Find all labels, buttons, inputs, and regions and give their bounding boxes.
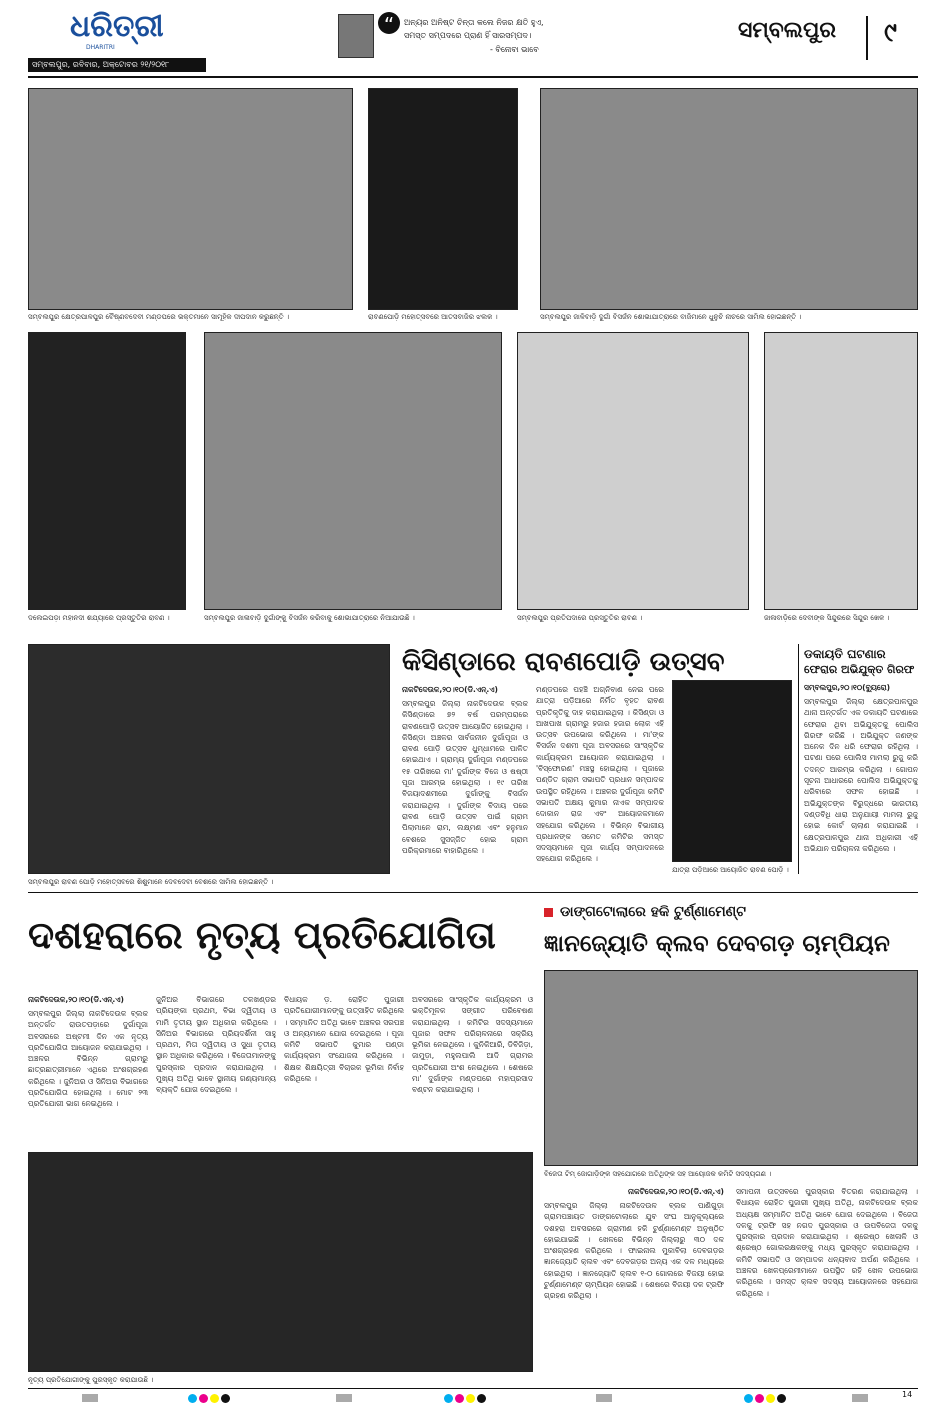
caption-10: ବିଜେତା ଟିମ୍ ଜୋଗାଡ଼ିଙ୍କ ସହଯୋଗରେ ଅତିଥିଙ୍କ ସହ ଆୟୋଜକ କମିଟି ସଦସ୍ୟଗଣ । [544,1170,772,1178]
story1-headline: କିସିଣ୍ଡାରେ ରାବଣପୋଡ଼ି ଉତ୍ସବ [402,647,725,677]
story2-dateline: ସମ୍ବଲପୁର,୨୦।୧୦(ବ୍ୟୁରୋ) [804,683,891,692]
story2-body: ସମ୍ବଲପୁର ଜିଲ୍ଲା କ୍ଷେତ୍ରପାଳପୁର ଥାନା ଅନ୍ତର୍ଗତ ଏକ ଡକାୟତି ଘଟଣାରେ ଫେରାର ଥିବା ଅଭିଯୁକ୍ତକୁ ପୋଲିସ ଗିରଫ କରିଛି । ଅଭିଯୁକ୍ତ ଜଣଙ୍କ ଅନେକ ଦିନ ଧରି ଫେରାର ରହିଥିଲା । ଘଟଣା ପରେ ପୋଲିସ ମାମଲା ରୁଜୁ କରି ତଦନ୍ତ ଆରମ୍ଭ କରିଥିଲା । ଗୋପନ ସୂଚନା ଆଧାରରେ ପୋଲିସ ଅଭିଯୁକ୍ତକୁ ଧରିବାରେ ସଫଳ ହୋଇଛି । ଅଭିଯୁକ୍ତଙ୍କ ବିରୁଦ୍ଧରେ ଭାରତୀୟ ଦଣ୍ଡବିଧି ଧାରା ଅନୁଯାୟୀ ମାମଲା ରୁଜୁ ହୋଇ କୋର୍ଟ ଚାଲାଣ କରାଯାଇଛି । କ୍ଷେତ୍ରପାଳପୁର ଥାନା ଅଧିକାରୀ ଏହି ଅଭିଯାନ ପରିଚାଳନା କରିଥିଲେ । [804,697,918,853]
caption-1: ସମ୍ବଲପୁର କ୍ଷେତ୍ରପାଳପୁର ବୈଷ୍ଣବଦେବୀ ମଣ୍ଡପରେ ଭକ୍ତମାନେ ସାମୂହିକ ଦୀପଦାନ କରୁଛନ୍ତି । [28,313,289,321]
section-rule-1 [28,892,918,893]
logo [70,10,170,54]
reg-magenta-3 [755,1394,764,1403]
story1-col1: ସମ୍ବଲପୁର ଜିଲ୍ଲା ନାକଟିଦେଉଳ ବ୍ଲକ କିସିଣ୍ଡାରେ ୭୨ ବର୍ଷ ପରମ୍ପରାରେ ରାବଣପୋଡ଼ି ଉତ୍ସବ ଆୟୋଜିତ ହୋଇଥିଲା । କିସିଣ୍ଡା ଅଞ୍ଚଳର ସାର୍ବଜନୀନ ଦୁର୍ଗାପୂଜା ଓ ରାବଣ ପୋଡ଼ି ଉତ୍ସବ ଧୁମ୍ଧାମରେ ପାଳିତ ହୋଇଥାଏ । ଗ୍ରାମ୍ୟ ଦୁର୍ଗାପୂଜା ମଣ୍ଡପରେ ୧୫ ତାରିଖରେ ମା' ଦୁର୍ଗାଙ୍କ ବିଜେ ଓ ଷଷ୍ଠୀ ପୂଜା ଆରମ୍ଭ ହୋଇଥିଲା । ୧୯ ତାରିଖ ବିଜୟାଦଶମୀରେ ଦୁର୍ଗାଙ୍କୁ ବିସର୍ଜନ କରାଯାଇଥିଲା । ଦୁର୍ଗାଙ୍କ ବିଦାୟ ପରେ ରାବଣ ପୋଡ଼ି ଉତ୍ସବ ପାଇଁ ଗ୍ରାମ ପିଲାମାନେ ରାମ, ଲକ୍ଷ୍ମଣ ଏବଂ ହନୁମାନ ବେଶରେ ସୁସଜ୍ଜିତ ହୋଇ ଗ୍ରାମ ପରିକ୍ରମାରେ ବାହାରିଥିଲେ । [402,699,528,855]
photo-devotees-lamps [28,88,353,310]
footer-rule [28,1388,918,1389]
story4-col1: ସମ୍ବଲପୁର ଜିଲ୍ଲା ନାକଟିଦେଉଳ ବ୍ଲକ ପାଣିଗୁଡ଼ା ଗ୍ରାମପଞ୍ଚାୟତ ଡାଙ୍ଗଟୋଲାରେ ଯୁବ ସଂଘ ଆନୁକୂଲ୍ୟରେ ଦଶହରା ଅବସରରେ ଗ୍ରାମୀଣ ହକି ଟୁର୍ଣ୍ଣାମେଣ୍ଟ ଅନୁଷ୍ଠିତ ହୋଇଯାଇଛି । ଖେଳରେ ବିଭିନ୍ନ ଜିଲ୍ଲାରୁ ୩୦ ଦଳ ଅଂଶଗ୍ରହଣ କରିଥିଲେ । ଫାଇନାଲ ମୁକାବିଲା ଦେବଗଡ଼ର ଜ୍ଞାନଜ୍ୟୋତି କ୍ଲବ ଏବଂ ଦେବଗଡ଼ର ଅନ୍ୟ ଏକ ଦଳ ମଧ୍ୟରେ ହୋଇଥିଲା । ଜ୍ଞାନଜ୍ୟୋତି କ୍ଲବ ୧-୦ ଗୋଲରେ ବିଜୟୀ ହୋଇ ଟୁର୍ଣ୍ଣାମେଣ୍ଟ ଚାମ୍ପିୟନ ହୋଇଛି । ଶେଷରେ ବିଜୟୀ ଦଳ ଟ୍ରଫି ଗ୍ରହଣ କରିଥିଲା । [544,1201,724,1301]
reg-black-3 [777,1394,786,1403]
story3-col1: ସମ୍ବଲପୁର ଜିଲ୍ଲା ନାକଟିଦେଉଳ ବ୍ଲକ ଅନ୍ତର୍ଗତ ରାଉତପଡ଼ାରେ ଦୁର୍ଗାପୂଜା ଅବସରରେ ଅଷ୍ଟମୀ ଦିନ ଏକ ନୃତ୍ୟ ପ୍ରତିଯୋଗିତା ଆୟୋଜନ କରାଯାଇଥିଲା । ଅଞ୍ଚଳର ବିଭିନ୍ନ ଗ୍ରାମରୁ ଛାତ୍ରଛାତ୍ରୀମାନେ ଏଥିରେ ଅଂଶଗ୍ରହଣ କରିଥିଲେ । ଜୁନିଅର ଓ ସିନିଅର ବିଭାଗରେ ପ୍ରତିଯୋଗିତା ହୋଇଥିଲା । ମୋଟ ୨୩ ପ୍ରତିଯୋଗୀ ଭାଗ ନେଇଥିଲେ । [28,1009,148,1109]
page-number-top: ୯ [884,18,897,48]
photo-women-procession [540,88,918,310]
masthead-rule [28,76,918,78]
registration-grey-3 [596,1394,612,1402]
photo-ravana-burning [672,680,792,862]
reg-yellow-2 [466,1394,475,1403]
photo-ravana-night [28,332,186,610]
story3-headline: ଦଶହରାରେ ନୃତ୍ୟ ପ୍ରତିଯୋଗିତା [28,913,496,957]
quote-line2: ସମସ୍ତ ସମ୍ପଦରେ ପ୍ରାଣ ହିଁ ସାରସମ୍ପଦ। [404,31,532,40]
story3-dateline: ନାକଟିଦେଉଳ,୨୦।୧୦(ଡି.ଏନ୍.ଏ) [28,995,124,1004]
masthead [0,0,945,80]
caption-4: ଦଲେଇପଡ଼ା ମହାନଦୀ ଶଯ୍ୟାରେ ପ୍ରସ୍ତୁତିର ରାବଣ । [28,614,170,622]
quote-photo [338,14,374,58]
registration-grey-4 [852,1394,868,1402]
quote-line1: ଅନ୍ୟର ଅନିଷ୍ଟ ଚିନ୍ତା କଲେ ନିଜର କ୍ଷତି ହୁଏ, [404,18,544,27]
kicker-square [544,908,553,917]
reg-magenta-1 [199,1394,208,1403]
photo-children-costumes [28,644,390,874]
caption-6: ସମ୍ବଲପୁର ପ୍ରତିପଦାରେ ପ୍ରସ୍ତୁତିର ରାବଣ । [517,614,643,622]
reg-magenta-2 [455,1394,464,1403]
photo-durga-idol [204,332,502,610]
story-divider-v1 [798,644,799,874]
reg-yellow-3 [766,1394,775,1403]
photo-sindoor-khela [764,332,918,610]
reg-yellow-1 [210,1394,219,1403]
story2-headline-line2: ଫେରାର ଅଭିଯୁକ୍ତ ଗିରଫ [804,663,915,676]
logo-text: ଧରିତ୍ରୀ [70,9,164,44]
story3-col4: ଅବସରରେ ସାଂସ୍କୃତିକ କାର୍ଯ୍ୟକ୍ରମ ଓ ଭକ୍ତିମୂଳକ ସଙ୍ଗୀତ ପରିବେଷଣ କରାଯାଇଥିଲା । କମିଟିର ସଦସ୍ୟମାନେ ପୂଜାର ସଫଳ ପରିଚାଳନାରେ ସକ୍ରିୟ ଭୂମିକା ନେଇଥିଲେ । କୁନିକିଆରି, ଡିବିଜିଡ଼ା, ଜାମୁଡ଼ା, ମହୁଲପାଲି ଆଦି ଗ୍ରାମର ପ୍ରତିଯୋଗୀ ଅଂଶ ନେଇଥିଲେ । ଶେଷରେ ମା' ଦୁର୍ଗାଙ୍କ ମଣ୍ଡପରେ ମହାପ୍ରସାଦ ବଣ୍ଟନ କରାଯାଇଥିଲା । [412,995,533,1095]
dateline-bar: ସମ୍ବଲପୁର, ରବିବାର, ଅକ୍ଟୋବର ୨୧/୨୦୧୮ [28,58,206,72]
caption-9: ଯାତ୍ରା ପଡ଼ିଆରେ ଆୟୋଜିତ ରାବଣ ପୋଡ଼ି । [672,866,789,874]
reg-black-1 [221,1394,230,1403]
story4-dateline: ନାକଟିଦେଉଳ,୨୦।୧୦(ଡି.ଏନ୍.ଏ) [628,1187,724,1196]
registration-grey-1 [82,1394,98,1402]
caption-2: ରାବଣପୋଡ଼ି ମହୋତ୍ସବରେ ଆତସବାଜିର ଝଲକ । [368,313,498,321]
section-title: ସମ୍ବଲପୁର [738,18,837,43]
reg-black-2 [477,1394,486,1403]
story4-col2: ସମାପନୀ ଉତ୍ସବରେ ପୁରସ୍କାର ବିତରଣ କରାଯାଇଥିଲା । ବିଧାୟକ ରୋହିତ ପୁଜାରୀ ମୁଖ୍ୟ ଅତିଥି, ନାକଟିଦେଉଳ ବ୍ଲକ ଅଧ୍ୟକ୍ଷ ସମ୍ମାନିତ ଅତିଥି ଭାବେ ଯୋଗ ଦେଇଥିଲେ । ବିଜେତା ଦଳକୁ ଟ୍ରଫି ସହ ନଗଦ ପୁରସ୍କାର ଓ ଉପବିଜେତା ଦଳକୁ ପୁରସ୍କାର ପ୍ରଦାନ କରାଯାଇଥିଲା । ଶ୍ରେଷ୍ଠ ଖେଳାଳି ଓ ଶ୍ରେଷ୍ଠ ଗୋଲରକ୍ଷକଙ୍କୁ ମଧ୍ୟ ପୁରସ୍କୃତ କରାଯାଇଥିଲା । କମିଟି ସଭାପତି ଓ ସମ୍ପାଦକ ଧନ୍ୟବାଦ ଅର୍ପଣ କରିଥିଲେ । ଅଞ୍ଚଳର ଖେଳପ୍ରେମୀମାନେ ଉପସ୍ଥିତ ରହି ଖେଳ ଉପଭୋଗ କରିଥିଲେ । ସମସ୍ତ କ୍ଲବ ସଦସ୍ୟ ଆୟୋଜନରେ ସହଯୋଗ କରିଥିଲେ । [736,1187,918,1298]
story1-col2: ମଣ୍ଡପରେ ପହଞ୍ଚି ଅଗ୍ନିବାଣ ନେଇ ପରେ ଯାତ୍ରା ପଡ଼ିଆରେ ନିର୍ମିତ ବୃହତ ରାବଣ ପ୍ରତିକୃତିକୁ ଦାହ କରାଯାଇଥିଲା । କିସିଣ୍ଡା ଓ ଆଖପାଖ ଗ୍ରାମରୁ ହଜାର ହଜାର ଲୋକ ଏହି ଉତ୍ସବ ଉପଭୋଗ କରିଥିଲେ । ମା'ଙ୍କ ବିସର୍ଜନ ଦଶମୀ ପୂଜା ଅବସରରେ ସାଂସ୍କୃତିକ କାର୍ଯ୍ୟକ୍ରମ ଆୟୋଜନ କରାଯାଇଥିଲା । 'ବିସ୍ଫୋରଣ' ମଞ୍ଚସ୍ଥ ହୋଇଥିଲା । ପୂଜାରେ ପଣ୍ଡିତ ଗ୍ରାମ ସଭାପତି ପ୍ରଧାନ ସମ୍ପାଦକ ଉପସ୍ଥିତ ରହିଥିଲେ । ଅଞ୍ଚଳର ଦୁର୍ଗାପୂଜା କମିଟି ସଭାପତି ଅକ୍ଷୟ କୁମାର ନାଏକ ସମ୍ପାଦକ ଦୋକାନ ରାଜ ଏବଂ ଆୟୋଜକମାନେ ସହଯୋଗ କରିଥିଲେ । ବିଭିନ୍ନ ବିଭାଗୀୟ ପ୍ରଧାନଙ୍କ ସମେତ କମିଟିର ସମସ୍ତ ସଦସ୍ୟମାନେ ପୂଜା କାର୍ଯ୍ୟ ସମ୍ପାଦନରେ ସହଯୋଗ କରିଥିଲେ । [536,685,664,864]
reg-cyan-2 [444,1394,453,1403]
registration-grey-2 [336,1394,352,1402]
caption-3: ସମ୍ବଲପୁର ଜାଳିବାଡ଼ି ଦୁର୍ଗା ବିସର୍ଜନ ଶୋଭାଯାତ୍ରାରେ ବାଜିମାନେ ଧୁନୁଚି ନାଚରେ ସାମିଲ ହୋଇଛନ୍ତି । [540,313,802,321]
reg-cyan-1 [188,1394,197,1403]
quote-mark-icon: “ [378,12,400,34]
photo-fireworks [368,88,518,310]
story3-col3: ବିଧାୟକ ଡ଼. ରୋହିତ ପୁଜାରୀ ପ୍ରତିଯୋଗୀମାନଙ୍କୁ ଉତ୍ସାହିତ କରିଥିଲେ । ସମ୍ମାନିତ ଅତିଥି ଭାବେ ଅଞ୍ଚଳର ସରପଞ୍ଚ ଓ ଅନ୍ୟମାନେ ଯୋଗ ଦେଇଥିଲେ । ପୂଜା କମିଟି ସଭାପତି କୁମାର ପଣ୍ଡା କାର୍ଯ୍ୟକ୍ରମ ସଂଯୋଜନା କରିଥିଲେ । ଶିକ୍ଷକ ଶିକ୍ଷୟିତ୍ରୀ ବିଚାରକ ଭୂମିକା ନିର୍ବାହ କରିଥିଲେ । [284,995,404,1084]
story4-kicker: ଡାଙ୍ଗଟୋଲାରେ ହକି ଟୁର୍ଣ୍ଣାମେଣ୍ଟ [560,904,746,920]
photo-hockey-team [544,970,918,1166]
story4-headline: ଜ୍ଞାନଜ୍ୟୋତି କ୍ଲବ ଦେବଗଡ଼ ଚାମ୍ପିୟନ [544,931,890,957]
caption-7: ଜାଳାବାଡ଼ିରେ ଦେବୀଙ୍କ ସିନ୍ଦୁରରେ ସିନ୍ଦୁର ଖେଳ । [764,614,890,622]
story1-dateline: ନାକଟିଦେଉଳ,୨୦।୧୦(ଡି.ଏନ୍.ଏ) [402,685,498,694]
photo-dance-prize [28,1152,533,1372]
story2-headline-line1: ଡକାୟତି ଘଟଣାର [804,647,886,661]
section-divider [866,16,868,60]
photo-ravana-effigy [517,332,749,610]
logo-sub: DHARITRI [86,44,115,51]
page-number-bottom: 14 [902,1390,913,1399]
caption-5: ସମ୍ବଲପୁର ଜାଳାବାଡ଼ି ଦୁର୍ଗାଙ୍କୁ ବିସର୍ଜନ କରିବାକୁ ଶୋଭାଯାତ୍ରାରେ ନିଆଯାଉଛି । [204,614,415,622]
quote-author: - ବିନୋବା ଭାବେ [490,45,539,54]
caption-11: ନୃତ୍ୟ ପ୍ରତିଯୋଗୀଙ୍କୁ ପୁରସ୍କୃତ କରାଯାଉଛି । [28,1376,154,1384]
caption-8: ସମ୍ବଲପୁର ରାବଣ ପୋଡ଼ି ମହୋତ୍ସବରେ ଶିଶୁମାନେ ଦେବଦେବୀ ବେଶରେ ସାମିଲ ହୋଇଛନ୍ତି । [28,878,274,886]
reg-cyan-3 [744,1394,753,1403]
story3-col2: ଜୁନିଅର ବିଭାଗରେ ତଳଖଣ୍ଡର ପ୍ରିୟଙ୍କା ପ୍ରଥମ, ବିଭା ଦ୍ୱିତୀୟ ଓ ମାମି ତୃତୀୟ ସ୍ଥାନ ଅଧିକାର କରିଥିଲେ । ସିନିଅର ବିଭାଗରେ ପ୍ରିୟଦର୍ଶିନୀ ସାହୁ ପ୍ରଥମ, ମିତା ଦ୍ୱିତୀୟ ଓ ସୁଧା ତୃତୀୟ ସ୍ଥାନ ଅଧିକାର କରିଥିଲେ । ବିଜେତାମାନଙ୍କୁ ପୁରସ୍କାର ପ୍ରଦାନ କରାଯାଇଥିଲା । ମୁଖ୍ୟ ଅତିଥି ଭାବେ ସ୍ଥାନୀୟ ଗଣ୍ୟମାନ୍ୟ ବ୍ୟକ୍ତି ଯୋଗ ଦେଇଥିଲେ । [156,995,276,1095]
